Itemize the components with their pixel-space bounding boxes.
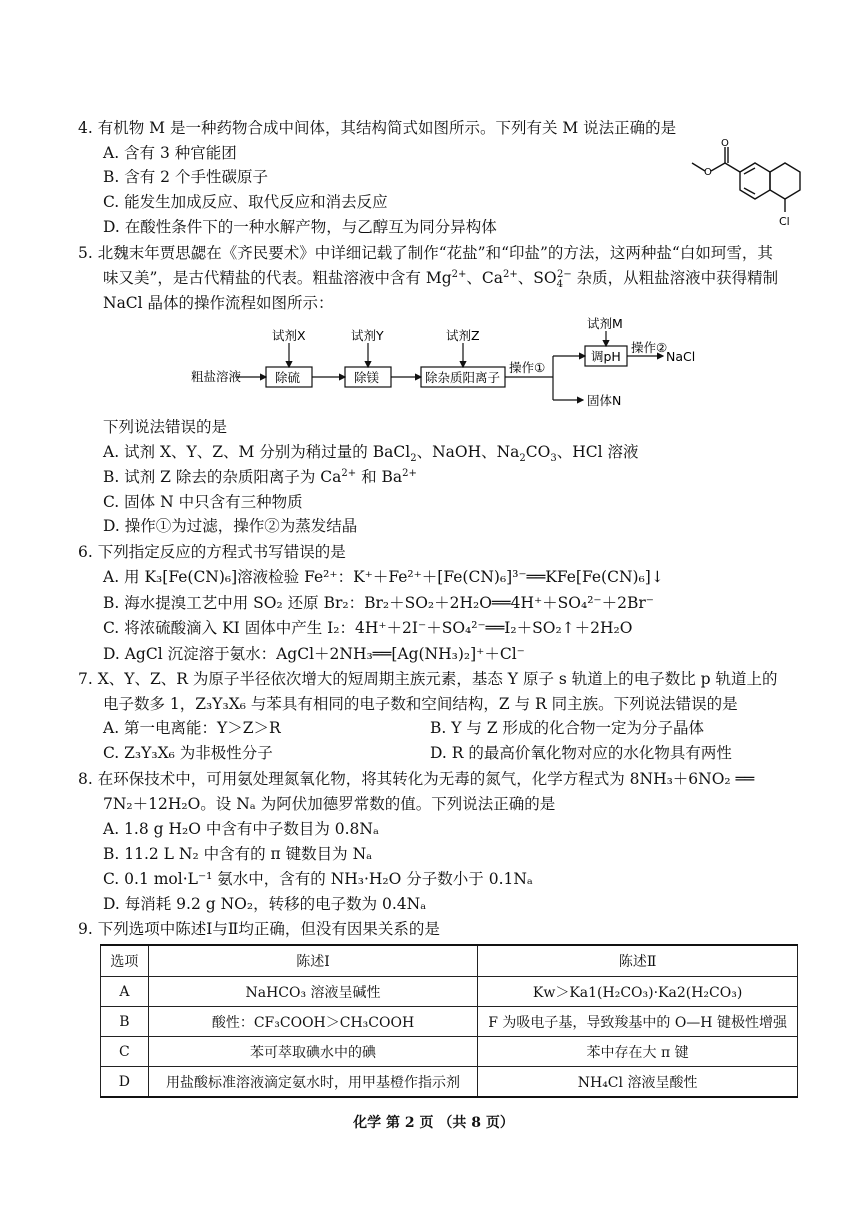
q5-option-d: D. 操作①为过滤，操作②为蒸发结晶 — [103, 517, 358, 535]
reagent-z-label: 试剂Z — [446, 328, 480, 343]
reagent-x-label: 试剂X — [272, 328, 306, 343]
q7-stem-line1: 7. X、Y、Z、R 为原子半径依次增大的短周期主族元素，基态 Y 原子 s 轨道上的电子数比 p 轨道上的 — [78, 670, 778, 688]
q7-option-c: C. Z₃Y₃X₆ 为非极性分子 — [103, 744, 273, 762]
flow-box-adjust-ph: 调pH — [591, 349, 621, 364]
table-cell: C — [101, 1037, 149, 1067]
q6-option-c: C. 将浓硫酸滴入 KI 固体中产生 I₂：4H⁺＋2I⁻＋SO₄²⁻══I₂＋SO₂↑＋2H₂O — [103, 619, 633, 637]
q5-option-b: B. 试剂 Z 除去的杂质阳离子为 $Ca^{2+}$ 和 $Ba^{2+}$ — [103, 467, 417, 486]
oxygen-label-ester: O — [704, 167, 712, 178]
q9-options-table — [100, 944, 798, 1098]
table-cell: B — [101, 1007, 149, 1037]
header-option: 选项 — [101, 945, 149, 977]
q4-option-b: B. 含有 2 个手性碳原子 — [103, 168, 268, 186]
molecule-m-structure — [690, 140, 810, 240]
flow-start-label: 粗盐溶液 — [191, 369, 242, 384]
page-footer: 化学 第 2 页 （共 8 页） — [353, 1115, 514, 1131]
table-cell: 酸性：CF₃COOH＞CH₃COOH — [148, 1007, 477, 1037]
oxygen-label: O — [721, 138, 729, 149]
q8-option-a: A. 1.8 g H₂O 中含有中子数目为 0.8Nₐ — [103, 820, 379, 838]
q5-stem-line1: 5. 北魏末年贾思勰在《齐民要术》中详细记载了制作“花盐”和“印盐”的方法，这两种盐“白如珂雪，其 — [78, 244, 773, 262]
q4-stem: 4. 有机物 M 是一种药物合成中间体，其结构简式如图所示。下列有关 M 说法正确的是 — [78, 119, 677, 137]
q9-stem: 9. 下列选项中陈述Ⅰ与Ⅱ均正确，但没有因果关系的是 — [78, 920, 440, 938]
table-cell: F 为吸电子基，导致羧基中的 O—H 键极性增强 — [478, 1007, 798, 1037]
q8-option-c: C. 0.1 mol·L⁻¹ 氨水中，含有的 NH₃·H₂O 分子数小于 0.1Nₐ — [103, 870, 533, 888]
q7-option-b: B. Y 与 Z 形成的化合物一定为分子晶体 — [430, 719, 705, 737]
flow-box-desulfur: 除硫 — [275, 370, 301, 385]
q7-stem-line2: 电子数多 1，Z₃Y₃X₆ 与苯具有相同的电子数和空间结构，Z 与 R 同主族。下列说法错误的是 — [103, 695, 738, 713]
table-row — [101, 977, 798, 1007]
table-cell: 苯可萃取碘水中的碘 — [148, 1037, 477, 1067]
table-header-row — [101, 945, 798, 977]
operation-2-label: 操作② — [631, 340, 668, 355]
q8-stem-line1: 8. 在环保技术中，可用氨处理氮氧化物，将其转化为无毒的氮气，化学方程式为 8NH₃＋6NO₂ ══ — [78, 770, 755, 788]
table-cell: NaHCO₃ 溶液呈碱性 — [148, 977, 477, 1007]
table-row — [101, 1007, 798, 1037]
q5-option-a: A. 试剂 X、Y、Z、M 分别为稍过量的 BaCl$_2$、NaOH、$Na_2CO_3$、HCl 溶液 — [103, 443, 639, 465]
reagent-y-label: 试剂Y — [351, 328, 384, 343]
header-statement-1: 陈述Ⅰ — [148, 945, 477, 977]
q5-stem-line3: NaCl 晶体的操作流程如图所示： — [103, 294, 334, 312]
q6-option-a: A. 用 K₃[Fe(CN)₆]溶液检验 Fe²⁺：K⁺＋Fe²⁺＋[Fe(CN)₆]³⁻══KFe[Fe(CN)₆]↓ — [103, 568, 664, 586]
q7-option-a: A. 第一电离能：Y＞Z＞R — [103, 719, 281, 737]
q4-option-d: D. 在酸性条件下的一种水解产物，与乙醇互为同分异构体 — [103, 218, 497, 236]
q8-option-d: D. 每消耗 9.2 g NO₂，转移的电子数为 0.4Nₐ — [103, 895, 427, 913]
q6-stem: 6. 下列指定反应的方程式书写错误的是 — [78, 543, 346, 561]
product-nacl-label: NaCl — [666, 349, 696, 364]
q8-option-b: B. 11.2 L N₂ 中含有的 π 键数目为 Nₐ — [103, 845, 373, 863]
q6-option-b: B. 海水提溴工艺中用 SO₂ 还原 Br₂：Br₂＋SO₂＋2H₂O══4H⁺＋SO₄²⁻＋2Br⁻ — [103, 594, 654, 612]
table-cell: NH₄Cl 溶液呈酸性 — [478, 1067, 798, 1098]
chlorine-label: Cl — [779, 215, 790, 228]
q4-option-a: A. 含有 3 种官能团 — [103, 144, 237, 162]
q5-stem-line2: 味又美”，是古代精盐的代表。粗盐溶液中含有 $Mg^{2+}$、$Ca^{2+}$、$SO_4^{2-}$ 杂质，从粗盐溶液中获得精制 — [103, 268, 779, 291]
q4-option-c: C. 能发生加成反应、取代反应和消去反应 — [103, 193, 388, 211]
solid-n-label: 固体N — [587, 393, 622, 408]
table-cell: D — [101, 1067, 149, 1098]
q8-stem-line2: 7N₂＋12H₂O。设 Nₐ 为阿伏加德罗常数的值。下列说法正确的是 — [103, 795, 556, 813]
q6-option-d: D. AgCl 沉淀溶于氨水：AgCl＋2NH₃══[Ag(NH₃)₂]⁺＋Cl⁻ — [103, 645, 525, 663]
table-row — [101, 1037, 798, 1067]
process-flow-diagram — [188, 316, 728, 413]
flow-box-remove-cations: 除杂质阳离子 — [425, 370, 501, 385]
table-cell: A — [101, 977, 149, 1007]
operation-1-label: 操作① — [509, 360, 546, 375]
header-statement-2: 陈述Ⅱ — [478, 945, 798, 977]
table-row — [101, 1067, 798, 1098]
reagent-m-label: 试剂M — [587, 316, 623, 331]
flow-box-demagnesium: 除镁 — [354, 370, 380, 385]
q5-lead: 下列说法错误的是 — [103, 418, 228, 436]
table-cell: 用盐酸标准溶液滴定氨水时，用甲基橙作指示剂 — [148, 1067, 477, 1098]
table-cell: 苯中存在大 π 键 — [478, 1037, 798, 1067]
q5-option-c: C. 固体 N 中只含有三种物质 — [103, 493, 303, 511]
table-cell: Kw＞Ka1(H₂CO₃)·Ka2(H₂CO₃) — [478, 977, 798, 1007]
q7-option-d: D. R 的最高价氧化物对应的水化物具有两性 — [430, 744, 732, 762]
